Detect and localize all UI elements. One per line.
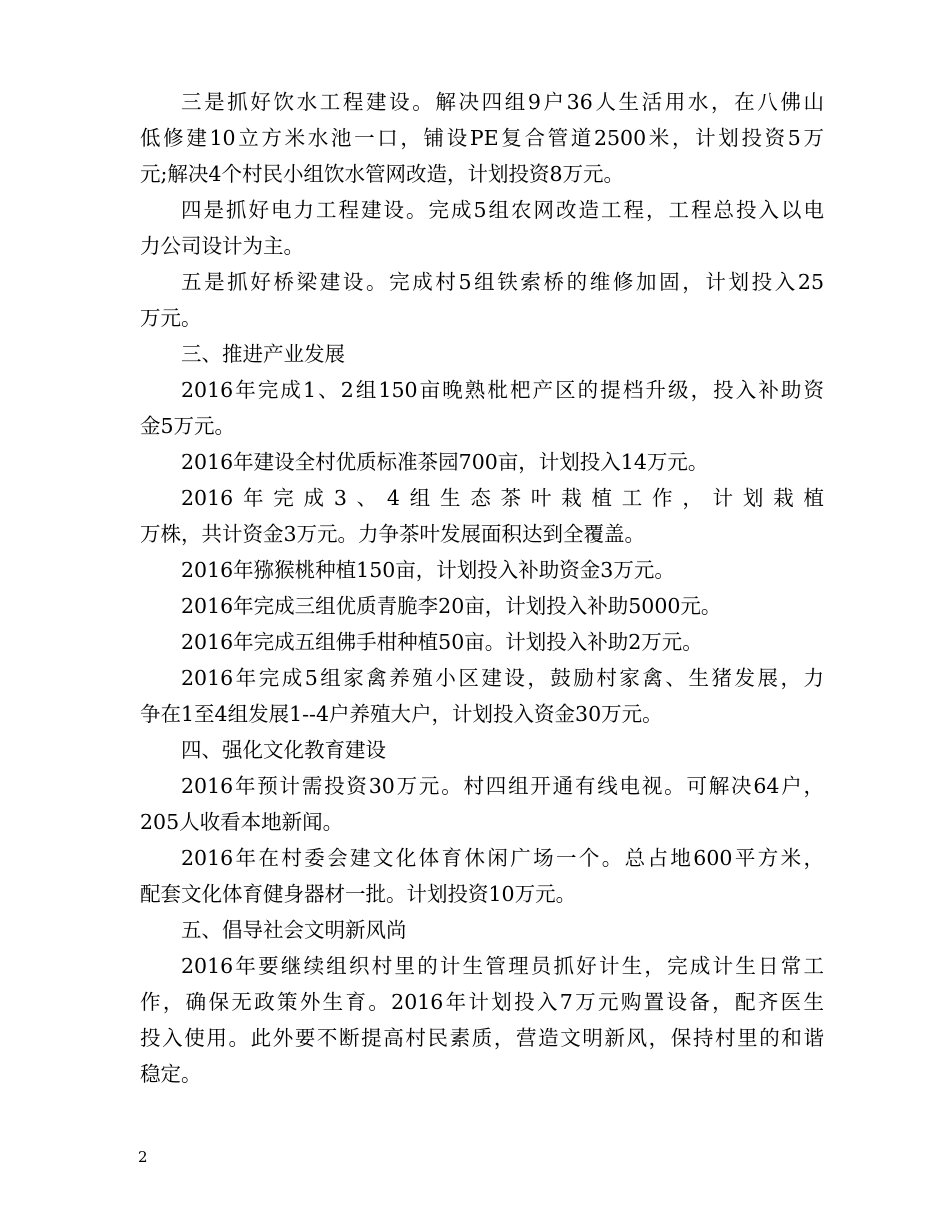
text-line: 力公司设计为主。	[140, 234, 304, 258]
paragraph-power-project	[140, 192, 824, 264]
text-line: 2016年完成3、4组生态茶叶栽植工作，计划栽植	[181, 486, 824, 510]
heading-industry	[140, 336, 824, 372]
text-line: 2016年猕猴桃种植150亩，计划投入补助资金3万元。	[181, 558, 675, 582]
paragraph-plum	[140, 588, 824, 624]
page-number: 2	[138, 1148, 148, 1166]
heading-civilization	[140, 912, 824, 948]
paragraph-family-planning	[140, 948, 824, 1092]
text-line: 万元。	[140, 306, 202, 330]
text-line: 2016年预计需投资30万元。村四组开通有线电视。可解决64户，	[181, 774, 824, 798]
document-body	[140, 84, 824, 1092]
paragraph-plaza	[140, 840, 824, 912]
paragraph-livestock	[140, 660, 824, 732]
text-line: 2016年在村委会建文化体育休闲广场一个。总占地600平方米，	[181, 846, 824, 870]
paragraph-water-project	[140, 84, 824, 192]
text-line: 2016年完成1、2组150亩晚熟枇杷产区的提档升级，投入补助资	[181, 378, 824, 402]
paragraph-citron	[140, 624, 824, 660]
text-line: 作，确保无政策外生育。2016年计划投入7万元购置设备，配齐医生	[140, 990, 824, 1014]
paragraph-loquat	[140, 372, 824, 444]
text-line: 金5万元。	[140, 414, 236, 438]
text-line: 205人收看本地新闻。	[140, 810, 344, 834]
text-line: 万株，共计资金3万元。力争茶叶发展面积达到全覆盖。	[140, 522, 646, 546]
paragraph-kiwi	[140, 552, 824, 588]
paragraph-bridge-project	[140, 264, 824, 336]
text-line: 四、强化文化教育建设	[181, 738, 386, 762]
text-line: 2016年要继续组织村里的计生管理员抓好计生，完成计生日常工	[181, 954, 824, 978]
text-line: 五是抓好桥梁建设。完成村5组铁索桥的维修加固，计划投入25	[181, 270, 824, 294]
heading-culture	[140, 732, 824, 768]
text-line: 争在1至4组发展1--4户养殖大户，计划投入资金30万元。	[140, 702, 663, 726]
text-line: 2016年建设全村优质标准茶园700亩，计划投入14万元。	[181, 450, 709, 474]
text-line: 配套文化体育健身器材一批。计划投资10万元。	[140, 882, 577, 906]
paragraph-cable-tv	[140, 768, 824, 840]
text-line: 三是抓好饮水工程建设。解决四组9户36人生活用水，在八佛山	[181, 90, 824, 114]
text-line: 2016年完成5组家禽养殖小区建设，鼓励村家禽、生猪发展，力	[181, 666, 824, 690]
text-line: 三、推进产业发展	[181, 342, 345, 366]
text-line: 低修建10立方米水池一口，铺设PE复合管道2500米，计划投资5万	[140, 126, 824, 150]
text-line: 四是抓好电力工程建设。完成5组农网改造工程，工程总投入以电	[181, 198, 824, 222]
text-line: 投入使用。此外要不断提高村民素质，营造文明新风，保持村里的和谐	[140, 1026, 824, 1050]
paragraph-tea-planting	[140, 480, 824, 552]
text-line: 2016年完成三组优质青脆李20亩，计划投入补助5000元。	[181, 594, 722, 618]
paragraph-tea-garden	[140, 444, 824, 480]
text-line: 2016年完成五组佛手柑种植50亩。计划投入补助2万元。	[181, 630, 703, 654]
text-line: 元;解决4个村民小组饮水管网改造，计划投资8万元。	[140, 162, 624, 186]
text-line: 五、倡导社会文明新风尚	[181, 918, 407, 942]
text-line: 稳定。	[140, 1062, 202, 1086]
